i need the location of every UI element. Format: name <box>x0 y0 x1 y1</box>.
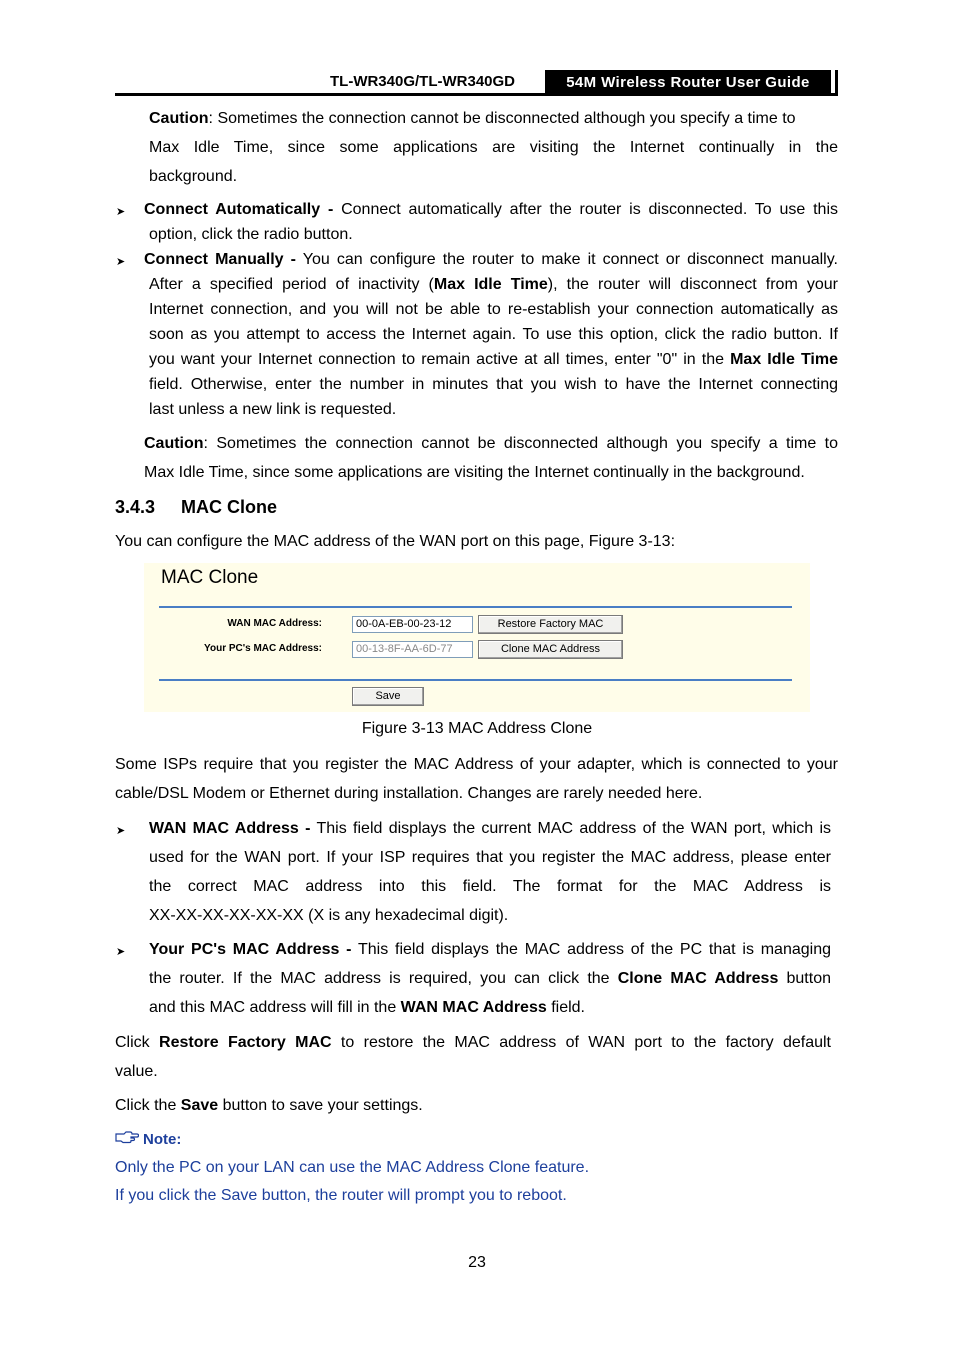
caution-label: Caution <box>149 110 209 127</box>
wan-mac-label: WAN MAC Address: <box>227 618 322 629</box>
section-title: MAC Clone <box>181 497 278 517</box>
arrowhead-bullet-icon: ➤ <box>116 946 126 958</box>
note-heading <box>115 1130 181 1148</box>
bullet-pc-mac-address: Your PC's MAC Address - This field displays the MAC address of the PC that is managing the router. If the MAC address is required, you can click the Clone MAC Address button and this MAC address will fill in the WAN MAC Address field. <box>149 941 831 1016</box>
figure-top-divider <box>159 606 792 608</box>
save-paragraph: Click the Save button to save your settings. <box>115 1097 423 1114</box>
clone-mac-address-button[interactable]: Clone MAC Address <box>478 640 623 659</box>
note-line-1: Only the PC on your LAN can use the MAC Address Clone feature. <box>115 1159 590 1176</box>
header-rule <box>115 93 838 96</box>
mac-clone-figure <box>144 563 810 712</box>
page-number: 23 <box>468 1254 486 1271</box>
caution-paragraph-2: Caution: Sometimes the connection cannot be disconnected although you specify a time to Max Idle Time, since some applications are visiting the Internet continually in the background. <box>144 435 838 481</box>
pointing-hand-icon <box>115 1130 143 1148</box>
caution-label: Caution <box>144 435 204 452</box>
caution-paragraph-1: Caution: Sometimes the connection cannot be disconnected although you specify a time to Max Idle Time, since some applications are visiting the Internet continually in the background. <box>149 110 838 185</box>
pc-mac-input: 00-13-8F-AA-6D-77 <box>352 641 473 658</box>
section-heading <box>115 497 277 518</box>
bullet-connect-manually: Connect Manually - You can configure the router to make it connect or disconnect manually. After a specified period of inactivity (Max Idle Time), the router will disconnect from your Internet connection, and you will not be able to re-establish your connection automatically as soon as you attempt to access the Internet again. To use this option, click the radio button. If you want your Internet connection to remain active at all times, enter "0" in the Max Idle Time field. Otherwise, enter the number in minutes that you wish to have the Internet connecting last unless a new link is requested. <box>144 251 838 418</box>
figure-caption: Figure 3-13 MAC Address Clone <box>361 720 593 737</box>
header-model: TL-WR340G/TL-WR340GD <box>330 73 516 90</box>
note-line-2: If you click the Save button, the router will prompt you to reboot. <box>115 1187 567 1204</box>
bullet-connect-automatically: Connect Automatically - Connect automatically after the router is disconnected. To use this option, click the radio button. <box>144 201 838 243</box>
isp-paragraph: Some ISPs require that you register the MAC Address of your adapter, which is connected to your cable/DSL Modem or Ethernet during installation. Changes are rarely needed here. <box>115 756 838 802</box>
header-end-bar <box>835 70 838 94</box>
intro-text: You can configure the MAC address of the WAN port on this page, Figure 3-13: <box>115 533 676 550</box>
figure-bottom-divider <box>159 679 792 681</box>
bullet-wan-mac-address: WAN MAC Address - This field displays the current MAC address of the WAN port, which is used for the WAN port. If your ISP requires that you register the MAC address, please enter the correct MAC address into this field. The format for the MAC Address is XX-XX-XX-XX-XX-XX (X is any hexadecimal digit). <box>149 820 832 924</box>
header-guide-title: 54M Wireless Router User Guide <box>545 70 831 93</box>
figure-title: MAC Clone <box>161 567 259 588</box>
wan-mac-input[interactable]: 00-0A-EB-00-23-12 <box>352 616 473 633</box>
arrowhead-bullet-icon: ➤ <box>116 825 126 837</box>
arrowhead-bullet-icon: ➤ <box>116 256 126 268</box>
arrowhead-bullet-icon: ➤ <box>116 206 126 218</box>
save-button[interactable]: Save <box>352 687 424 706</box>
restore-paragraph: Click Restore Factory MAC to restore the MAC address of WAN port to the factory default value. <box>115 1034 832 1080</box>
section-number: 3.4.3 <box>115 497 156 517</box>
note-label: Note: <box>143 1131 182 1148</box>
pc-mac-label: Your PC's MAC Address: <box>204 643 322 654</box>
restore-factory-mac-button[interactable]: Restore Factory MAC <box>478 615 623 634</box>
